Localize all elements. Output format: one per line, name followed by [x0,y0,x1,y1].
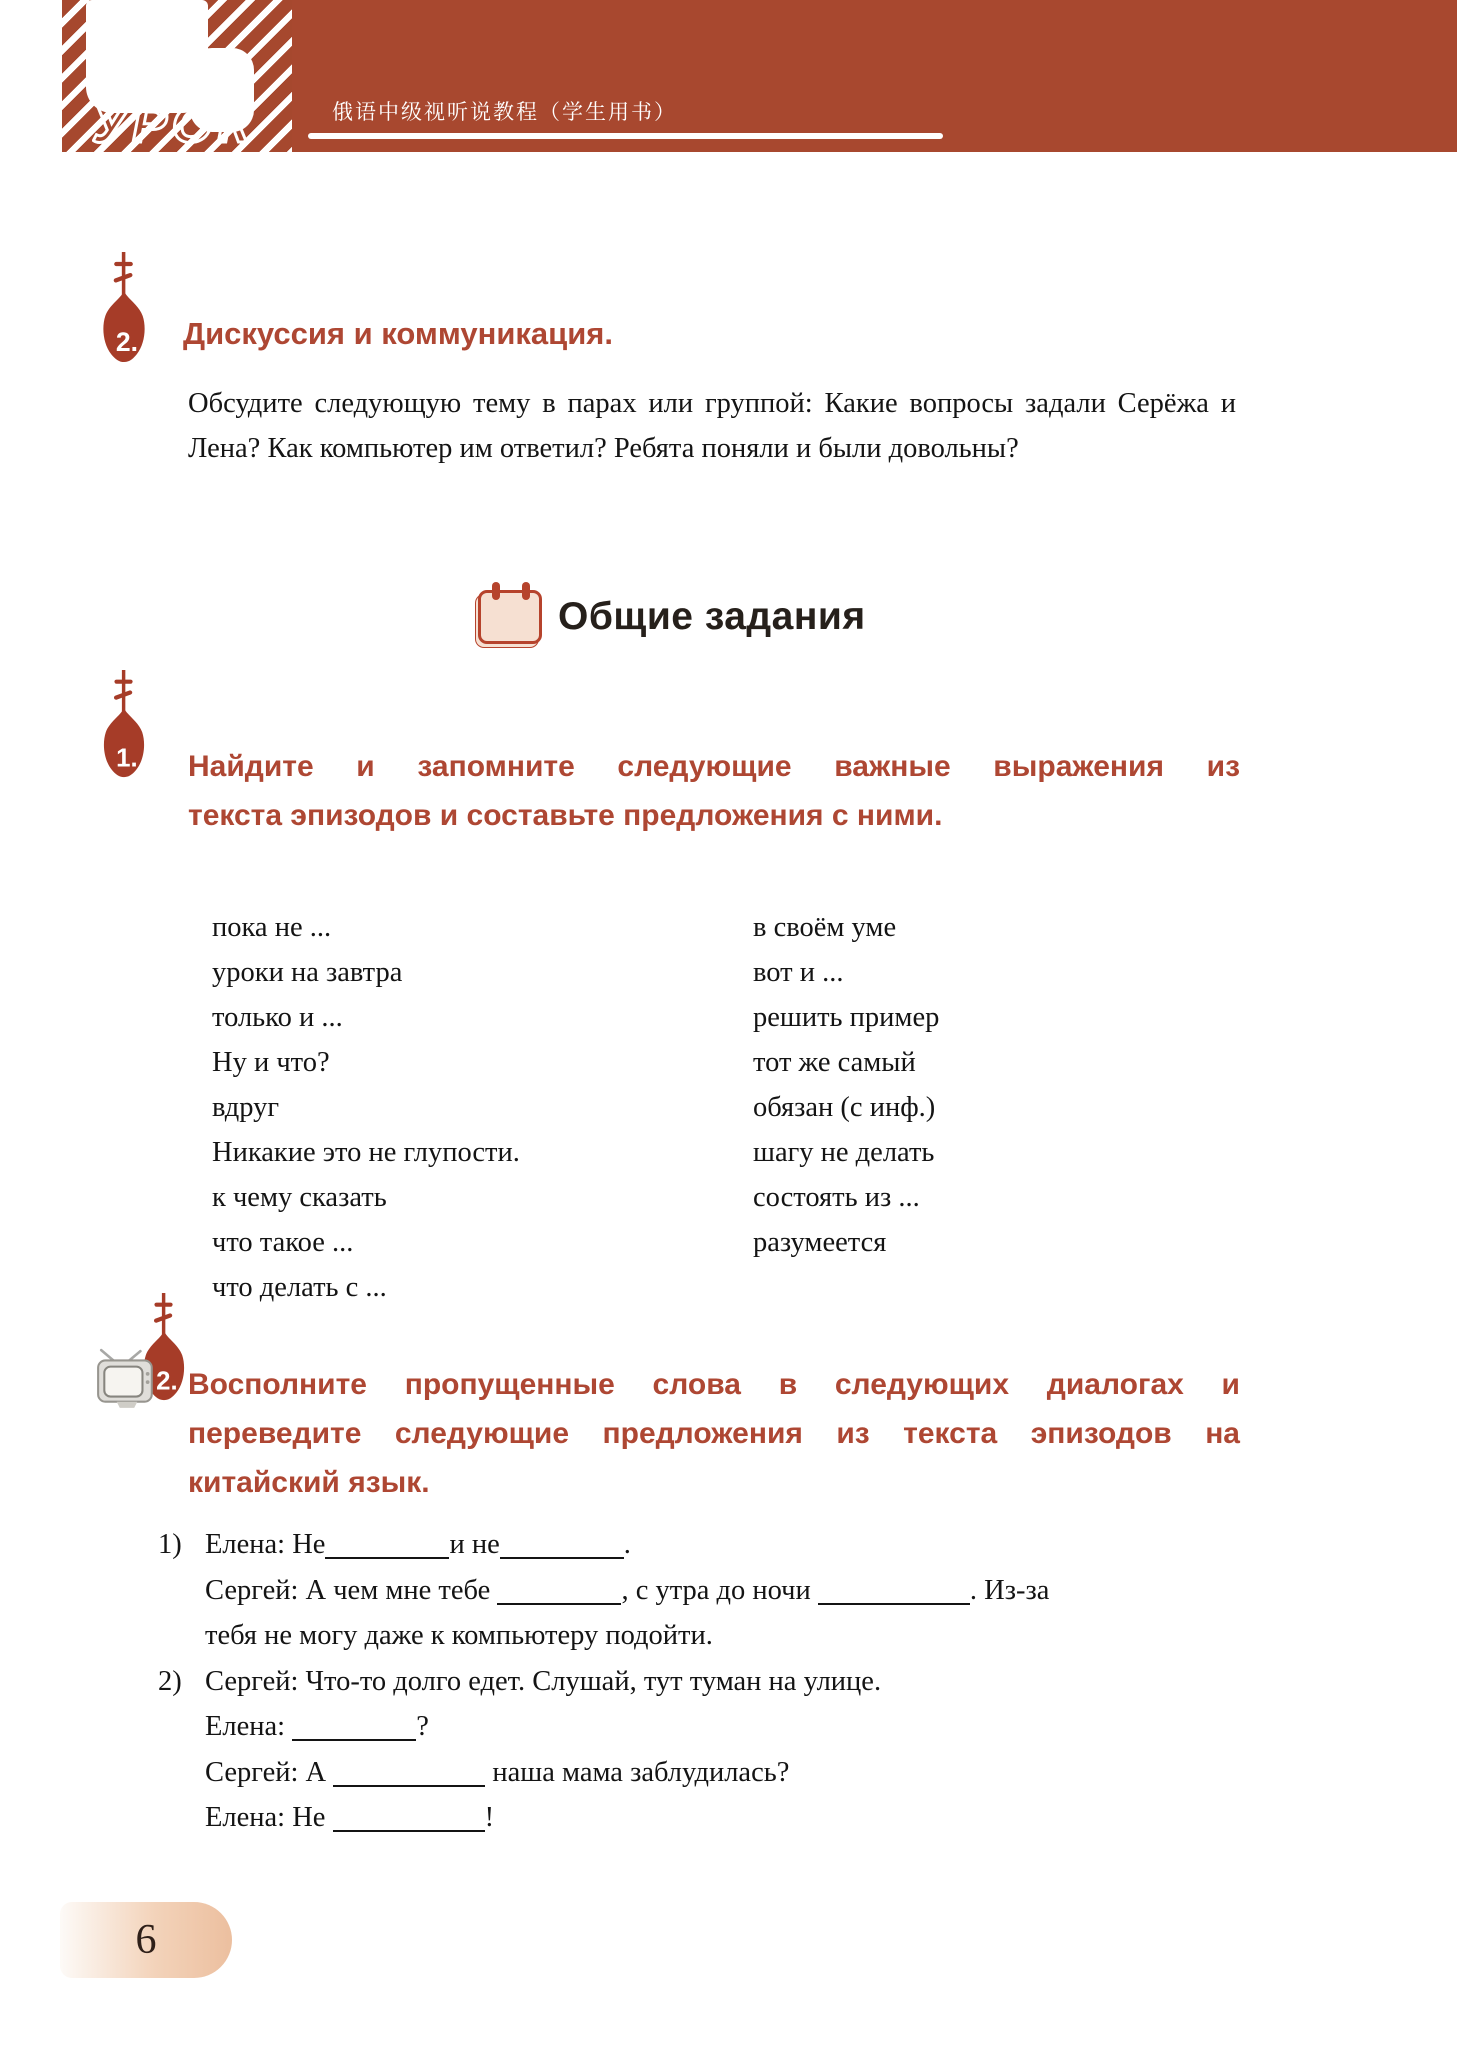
dialog-text: наша мама заблудилась? [485,1756,790,1788]
church-dome-icon [100,670,148,780]
lesson-word: УРОК [92,98,255,152]
blank-line [333,1779,485,1787]
church-dome-icon [100,252,148,365]
section-number: 1. [116,744,138,773]
dialog-text: ! [484,1802,495,1833]
dialog-text: Сергей: А [205,1756,334,1788]
phrase-item: шагу не делать [753,1137,935,1168]
dialog-line [158,1795,1338,1841]
discussion-body [188,381,1236,471]
phrase-item: вот и ... [753,957,844,988]
dialog-text: и не [449,1529,500,1560]
tv-icon [94,1348,160,1410]
instruction-line: текста эпизодов и составьте предложения с ними. [188,799,943,832]
dialog-text: Елена: Не [205,1802,333,1833]
dialog-text: , с утра до ночи [621,1574,818,1606]
instruction-line: переведите следующие предложения из текста эпизодов на [188,1417,1240,1450]
phrase-item: к чему сказать [212,1182,387,1213]
calendar-icon [478,590,542,644]
task1-instruction [188,742,1240,840]
instruction-line: Восполните пропущенные слова в следующих диалогах и [188,1368,1240,1401]
dialog-text: . Из-за [969,1574,1050,1606]
phrase-item: в своём уме [753,912,897,943]
dialog-list [158,1522,1338,1841]
dialog-text: Сергей: Что-то долго едет. Слушай, тут туман на улице. [205,1665,882,1697]
blank-line [500,1551,624,1559]
dialog-text: Сергей: А чем мне тебе [205,1574,498,1606]
page-number-badge [60,1902,232,1978]
common-tasks-title: Общие задания [558,595,866,638]
dialog-text: ? [416,1711,429,1742]
header-rule [308,133,943,139]
page-number: 6 [135,1917,157,1963]
task2-instruction [188,1360,1240,1507]
discussion-body-line: Лена? Как компьютер им ответил? Ребята поняли и были довольны? [188,433,1019,464]
blank-line [497,1597,621,1605]
phrase-item: пока не ... [212,912,332,943]
phrase-item: Ну и что? [212,1047,330,1078]
dialog-text: Елена: Не [205,1529,326,1560]
blank-line [333,1824,485,1832]
dialog-marker: 1) [158,1529,182,1560]
book-title: 俄语中级视听说教程（学生用书） [332,101,677,124]
phrases-left [212,905,520,1310]
instruction-line: Найдите и запомните следующие важные выражения из [188,750,1240,783]
calendar-pin [522,582,530,600]
dialog-marker: 2) [158,1665,182,1697]
instruction-line: китайский язык. [188,1466,430,1499]
dialog-line [158,1750,1338,1796]
section-number: 2. [115,327,139,358]
dialog-text: . [623,1529,631,1560]
phrases-right [753,905,939,1265]
blank-line [292,1733,416,1741]
phrase-item: вдруг [212,1092,280,1123]
phrase-item: уроки на завтра [212,957,403,988]
phrase-item: тот же самый [753,1047,916,1078]
phrase-item: решить пример [753,1002,940,1033]
phrase-item: что делать с ... [212,1272,387,1303]
dialog-line [158,1613,1338,1659]
dialog-line [158,1568,1338,1614]
blank-line [818,1597,970,1605]
header-red-band [292,0,1457,152]
blank-line [325,1551,449,1559]
phrase-item: что такое ... [212,1227,354,1258]
phrase-item: Никакие это не глупости. [212,1137,520,1168]
discussion-title: Дискуссия и коммуникация. [183,316,613,351]
dialog-text: тебя не могу даже к компьютеру подойти. [205,1620,713,1651]
common-tasks-heading [478,590,866,644]
discussion-body-line: Обсудите следующую тему в парах или группой: Какие вопросы задали Серёжа и [188,388,1236,419]
phrase-item: разумеется [753,1227,887,1258]
dialog-text: Елена: [205,1711,293,1742]
dialog-line [158,1522,1338,1568]
phrase-item: обязан (с инф.) [753,1092,936,1123]
calendar-pin [492,582,500,600]
dialog-line [158,1704,1338,1750]
phrase-item: только и ... [212,1002,343,1033]
dialog-line [158,1659,1338,1705]
section-number: 2. [156,1367,178,1396]
phrase-item: состоять из ... [753,1182,920,1213]
